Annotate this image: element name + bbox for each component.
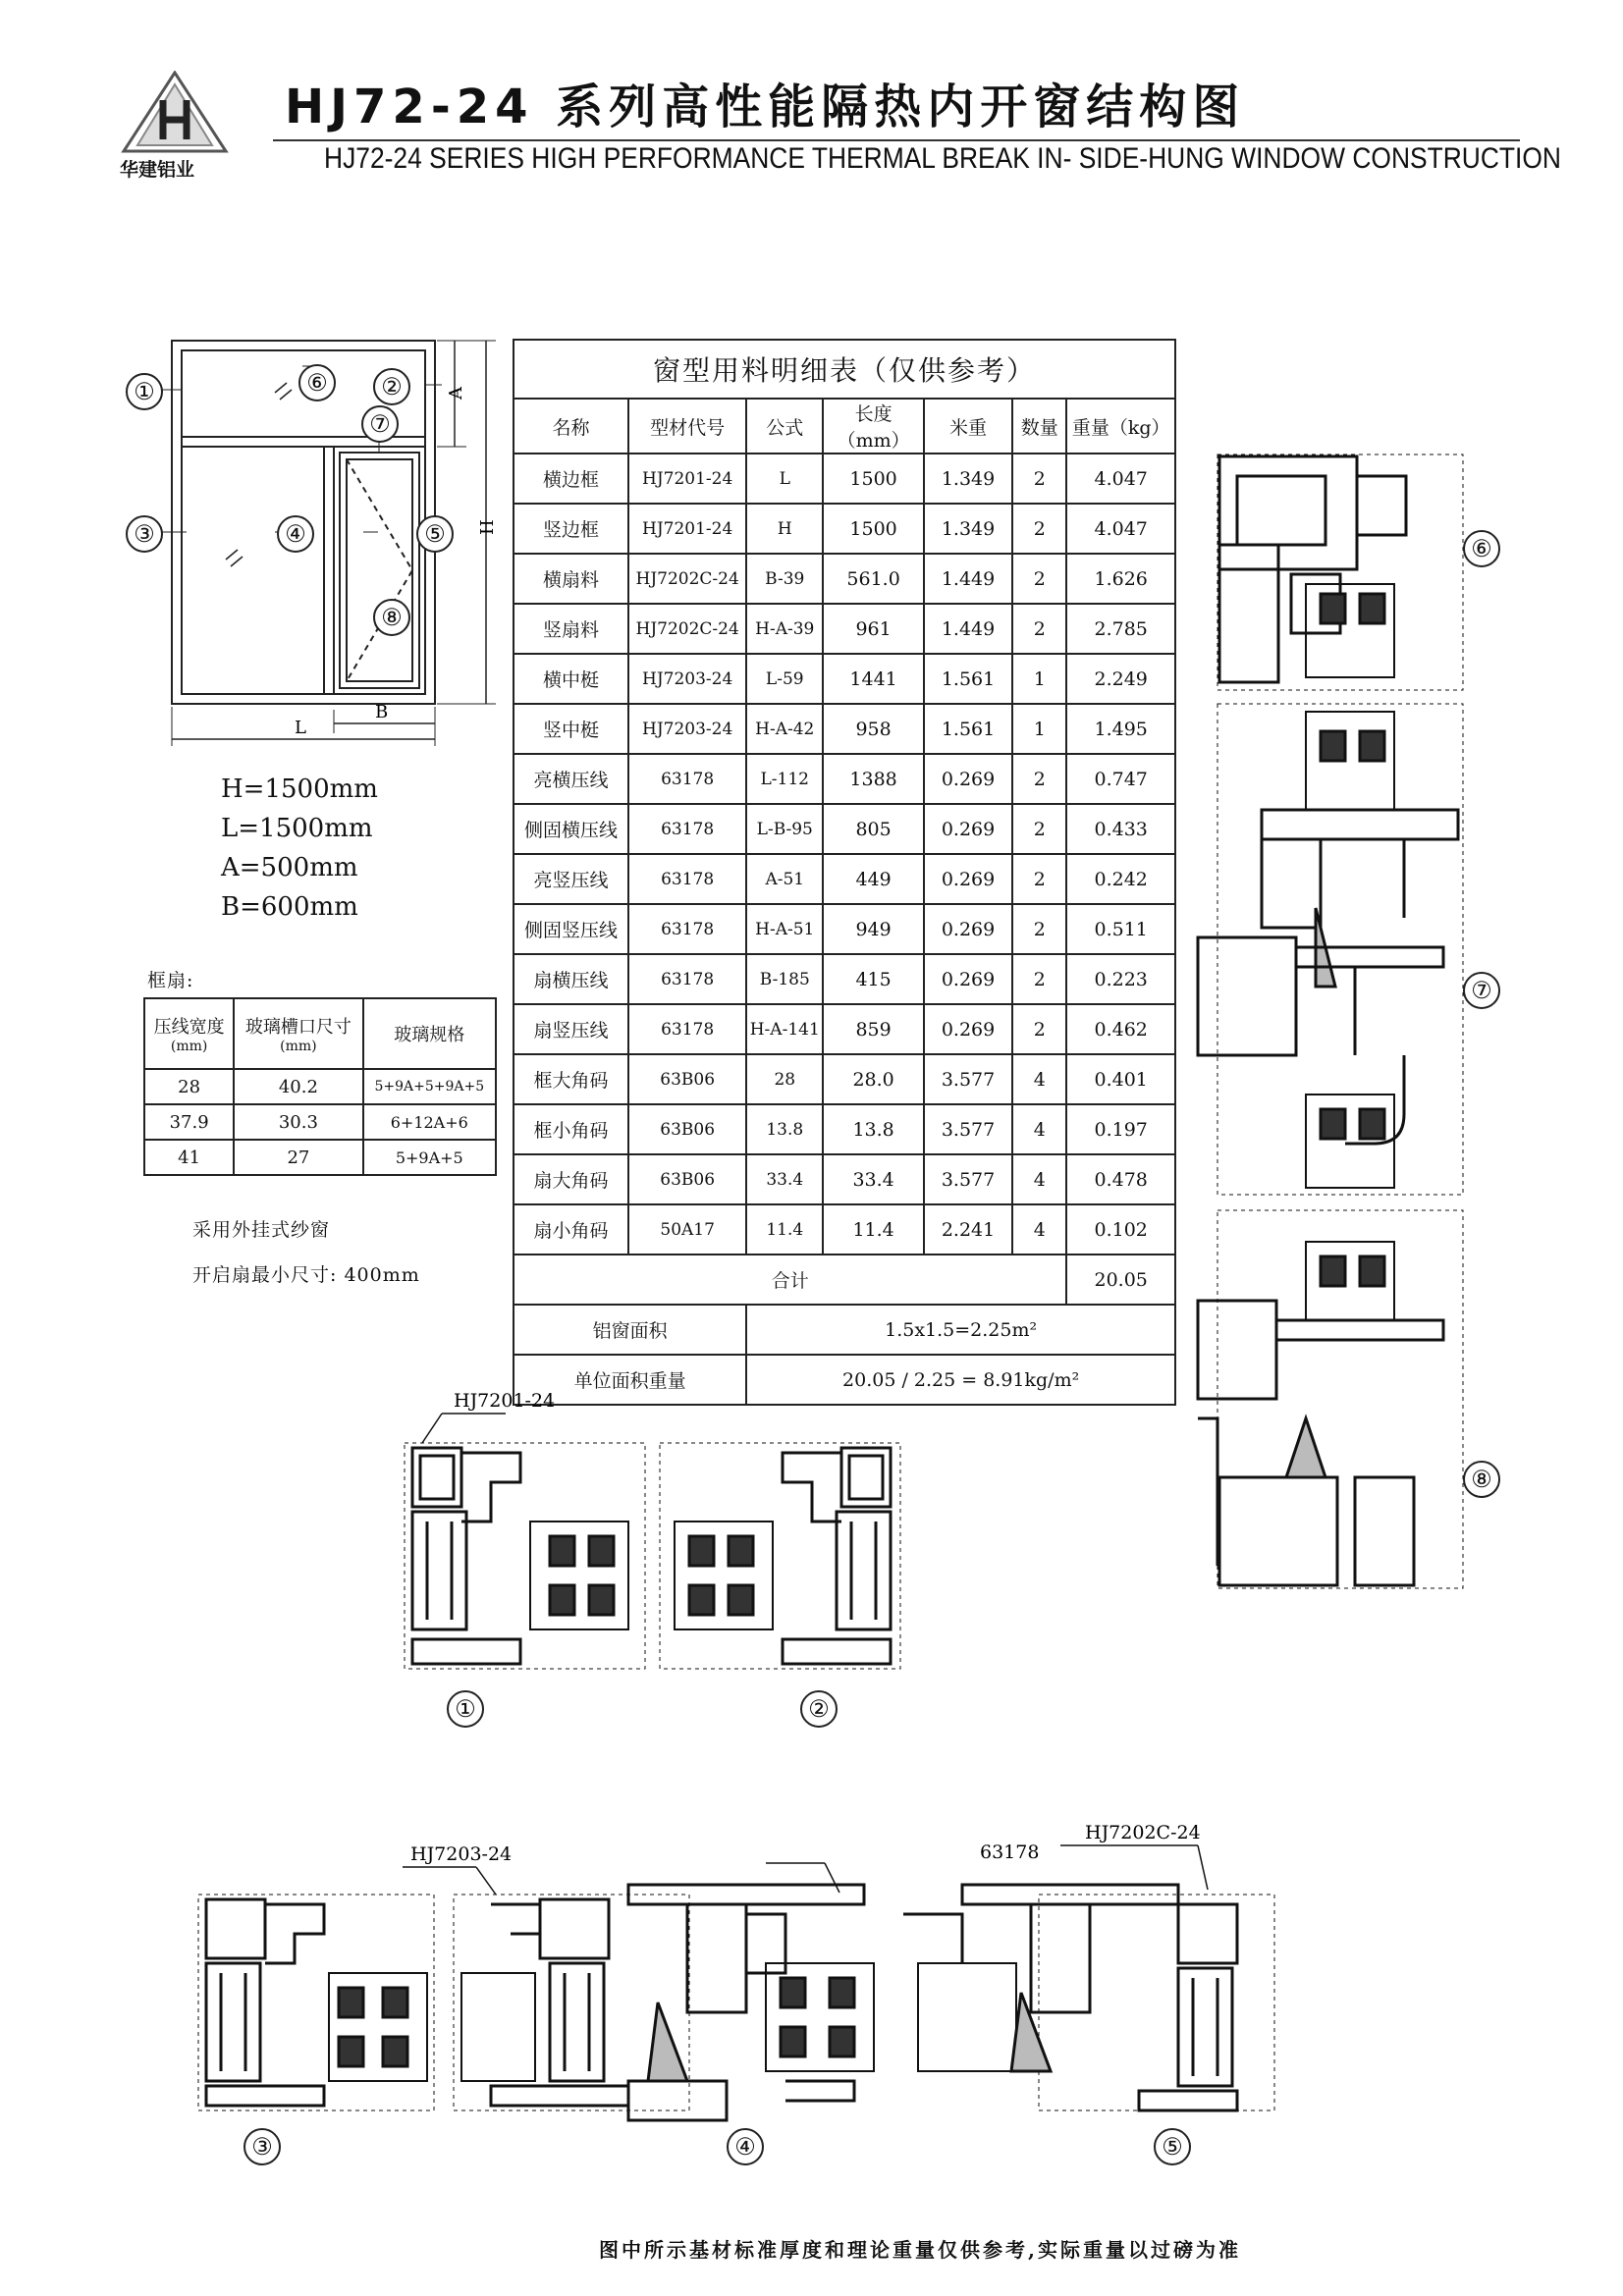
bom-cell: 0.269 [924, 1004, 1012, 1054]
bom-area-row [514, 1305, 1175, 1355]
callout-4: ④ [277, 515, 314, 553]
bom-cell: 2 [1012, 454, 1066, 504]
bom-cell: 63178 [628, 854, 746, 904]
bom-header-cell: 名称 [514, 399, 628, 454]
bom-cell: 3.577 [924, 1154, 1012, 1204]
bom-cell: 1.449 [924, 554, 1012, 604]
callout-3: ③ [126, 515, 163, 553]
bom-cell: 0.433 [1066, 804, 1175, 854]
bom-cell: 0.223 [1066, 954, 1175, 1004]
bom-cell: H-A-51 [746, 904, 823, 954]
dimension-list [221, 770, 378, 927]
bom-header-row [514, 399, 1175, 454]
glass-header-cell: 玻璃槽口尺寸 (mm) [234, 998, 362, 1069]
footer-note: 图中所示基材标准厚度和理论重量仅供参考,实际重量以过磅为准 [599, 2238, 1241, 2262]
bom-cell: H-A-39 [746, 604, 823, 654]
bom-cell: 扇横压线 [514, 954, 628, 1004]
bom-cell: 竖中梃 [514, 704, 628, 754]
bom-cell: H-A-141 [746, 1004, 823, 1054]
table-row [514, 454, 1175, 504]
bom-cell: 2 [1012, 754, 1066, 804]
glass-table-caption: 框扇: [147, 970, 194, 991]
callout-6: ⑥ [298, 364, 336, 401]
bom-cell: 28.0 [823, 1054, 924, 1104]
table-row [514, 754, 1175, 804]
section-label-hj7201: HJ7201-24 [454, 1390, 556, 1412]
bom-cell: 0.242 [1066, 854, 1175, 904]
bom-cell: 1500 [823, 454, 924, 504]
bom-cell: 2 [1012, 854, 1066, 904]
bom-unit-weight-label: 单位面积重量 [514, 1355, 746, 1405]
company-logo [116, 71, 234, 159]
bom-cell: 4 [1012, 1104, 1066, 1154]
bom-cell: H [746, 504, 823, 554]
bom-header-cell: 型材代号 [628, 399, 746, 454]
bom-cell: 1388 [823, 754, 924, 804]
bom-cell: 13.8 [746, 1104, 823, 1154]
section-callout-5: ⑤ [1154, 2128, 1191, 2165]
table-row [514, 1104, 1175, 1154]
bom-cell: 1.349 [924, 454, 1012, 504]
section-label-hj7202c: HJ7202C-24 [1085, 1822, 1201, 1843]
bom-header-cell: 数量 [1012, 399, 1066, 454]
bom-cell: HJ7202C-24 [628, 554, 746, 604]
bom-total-label: 合计 [514, 1255, 1066, 1305]
callout-8: ⑧ [373, 599, 410, 636]
dim-label-h: H [477, 519, 498, 535]
bom-cell: 859 [823, 1004, 924, 1054]
table-row [514, 804, 1175, 854]
bom-cell: 横中梃 [514, 654, 628, 704]
bom-cell: 958 [823, 704, 924, 754]
bom-cell: 框小角码 [514, 1104, 628, 1154]
bom-cell: L [746, 454, 823, 504]
bom-cell: 11.4 [823, 1204, 924, 1255]
bom-cell: 亮竖压线 [514, 854, 628, 904]
bom-cell: 63178 [628, 954, 746, 1004]
section-callout-2: ② [800, 1690, 838, 1728]
bom-cell: 0.269 [924, 804, 1012, 854]
bom-cell: 63178 [628, 1004, 746, 1054]
bom-cell: 2 [1012, 504, 1066, 554]
table-row [514, 854, 1175, 904]
bom-cell: 1.561 [924, 704, 1012, 754]
bom-cell: 扇大角码 [514, 1154, 628, 1204]
bom-cell: 2 [1012, 1004, 1066, 1054]
bom-cell: H-A-42 [746, 704, 823, 754]
bom-cell: 2 [1012, 554, 1066, 604]
bom-unit-weight-value: 20.05 / 2.25 = 8.91kg/m² [746, 1355, 1175, 1405]
table-row [514, 1004, 1175, 1054]
table-row: 28 40.2 5+9A+5+9A+5 [144, 1069, 496, 1104]
bom-cell: 竖扇料 [514, 604, 628, 654]
bom-cell: 2 [1012, 604, 1066, 654]
bom-cell: 4 [1012, 1154, 1066, 1204]
bom-cell: 63B06 [628, 1154, 746, 1204]
table-row [514, 654, 1175, 704]
callout-5: ⑤ [416, 515, 454, 553]
bom-header-cell: 米重 [924, 399, 1012, 454]
section-drawing-1-2 [403, 1374, 913, 1698]
bom-cell: 2.249 [1066, 654, 1175, 704]
bom-cell: 侧固竖压线 [514, 904, 628, 954]
bom-cell: HJ7202C-24 [628, 604, 746, 654]
bom-header-cell: 长度（mm） [823, 399, 924, 454]
bom-cell: 561.0 [823, 554, 924, 604]
section-callout-3: ③ [243, 2128, 281, 2165]
vertical-callout-8: ⑧ [1463, 1461, 1500, 1498]
bom-cell: 1.449 [924, 604, 1012, 654]
bom-cell: 扇竖压线 [514, 1004, 628, 1054]
bom-cell: 4 [1012, 1054, 1066, 1104]
bom-cell: 11.4 [746, 1204, 823, 1255]
bom-cell: HJ7201-24 [628, 504, 746, 554]
bom-cell: 横边框 [514, 454, 628, 504]
glass-header-cell: 玻璃规格 [363, 998, 496, 1069]
bom-cell: 63B06 [628, 1054, 746, 1104]
bom-cell: 1 [1012, 654, 1066, 704]
brand-name: 华建铝业 [120, 159, 195, 181]
bom-cell: 949 [823, 904, 924, 954]
bom-cell: HJ7203-24 [628, 654, 746, 704]
bom-cell: 扇小角码 [514, 1204, 628, 1255]
bom-cell: 33.4 [746, 1154, 823, 1204]
dim-label-a: A [446, 387, 466, 400]
callout-1: ① [126, 373, 163, 410]
callout-2: ② [373, 368, 410, 405]
bom-cell: 50A17 [628, 1204, 746, 1255]
glass-header-cell: 压线宽度 (mm) [144, 998, 234, 1069]
bom-cell: 0.269 [924, 904, 1012, 954]
bom-cell: B-39 [746, 554, 823, 604]
bom-cell: 63178 [628, 754, 746, 804]
section-callout-4: ④ [727, 2128, 764, 2165]
table-row [514, 1054, 1175, 1104]
bom-cell: L-B-95 [746, 804, 823, 854]
bom-cell: 961 [823, 604, 924, 654]
bom-cell: 框大角码 [514, 1054, 628, 1104]
min-sash-note: 开启扇最小尺寸: 400mm [192, 1264, 420, 1286]
bom-cell: 3.577 [924, 1104, 1012, 1154]
page-title: HJ72-24 系列高性能隔热内开窗结构图 [285, 80, 1246, 134]
bom-cell: 1.561 [924, 654, 1012, 704]
bom-cell: 415 [823, 954, 924, 1004]
bom-area-value: 1.5x1.5=2.25m² [746, 1305, 1175, 1355]
bom-cell: L-112 [746, 754, 823, 804]
bom-cell: 28 [746, 1054, 823, 1104]
bom-header-cell: 公式 [746, 399, 823, 454]
bom-total-value: 20.05 [1066, 1255, 1175, 1305]
bom-cell: 3.577 [924, 1054, 1012, 1104]
bom-cell: 1500 [823, 504, 924, 554]
table-row: 41 27 5+9A+5 [144, 1140, 496, 1175]
bom-cell: 63178 [628, 904, 746, 954]
table-row [514, 704, 1175, 754]
dimension-b: B=600mm [221, 892, 358, 922]
bom-cell: A-51 [746, 854, 823, 904]
bom-cell: L-59 [746, 654, 823, 704]
bom-cell: 1.349 [924, 504, 1012, 554]
bom-cell: 0.462 [1066, 1004, 1175, 1054]
bill-of-materials-table [513, 339, 1176, 1406]
bom-cell: 2 [1012, 804, 1066, 854]
page-subtitle: HJ72-24 SERIES HIGH PERFORMANCE THERMAL BREAK IN- SIDE-HUNG WINDOW CONSTRUCTION [324, 142, 1561, 175]
bom-cell: 2 [1012, 904, 1066, 954]
table-row [514, 554, 1175, 604]
bom-total-row [514, 1255, 1175, 1305]
bom-cell: 0.102 [1066, 1204, 1175, 1255]
table-row [514, 954, 1175, 1004]
dimension-a: A=500mm [221, 853, 358, 882]
dimension-l: L=1500mm [221, 814, 373, 843]
dim-label-b: B [375, 702, 389, 722]
bom-cell: 4.047 [1066, 504, 1175, 554]
bom-cell: HJ7203-24 [628, 704, 746, 754]
bom-cell: 1.495 [1066, 704, 1175, 754]
glass-spec-table [143, 997, 497, 1176]
bom-area-label: 铝窗面积 [514, 1305, 746, 1355]
bom-cell: 4 [1012, 1204, 1066, 1255]
dimension-h: H=1500mm [221, 774, 378, 804]
bom-cell: 63178 [628, 804, 746, 854]
bom-cell: 0.401 [1066, 1054, 1175, 1104]
bom-cell: 1 [1012, 704, 1066, 754]
vertical-section-drawing [1178, 447, 1473, 1600]
bom-cell: 2 [1012, 954, 1066, 1004]
table-row: 37.9 30.3 6+12A+6 [144, 1104, 496, 1140]
bom-cell: 449 [823, 854, 924, 904]
bom-caption: 窗型用料明细表（仅供参考） [514, 340, 1175, 399]
bom-cell: 2.785 [1066, 604, 1175, 654]
bom-cell: 0.269 [924, 954, 1012, 1004]
bom-cell: 0.747 [1066, 754, 1175, 804]
title-divider [273, 139, 1520, 141]
vertical-callout-7: ⑦ [1463, 972, 1500, 1009]
bom-cell: B-185 [746, 954, 823, 1004]
callout-7: ⑦ [361, 405, 399, 443]
bom-cell: 805 [823, 804, 924, 854]
section-drawing-3-4-5 [196, 1806, 1355, 2130]
bom-cell: HJ7201-24 [628, 454, 746, 504]
bom-caption-row [514, 340, 1175, 399]
screen-note: 采用外挂式纱窗 [192, 1219, 331, 1241]
bom-cell: 0.269 [924, 854, 1012, 904]
table-row [514, 904, 1175, 954]
bom-cell: 0.197 [1066, 1104, 1175, 1154]
bom-cell: 横扇料 [514, 554, 628, 604]
bom-cell: 1441 [823, 654, 924, 704]
section-label-63178: 63178 [980, 1842, 1040, 1863]
bom-cell: 2.241 [924, 1204, 1012, 1255]
bom-header-cell: 重量（kg） [1066, 399, 1175, 454]
dim-label-l: L [295, 718, 306, 738]
bom-cell: 侧固横压线 [514, 804, 628, 854]
bom-cell: 0.269 [924, 754, 1012, 804]
section-label-hj7203: HJ7203-24 [410, 1843, 513, 1865]
bom-cell: 4.047 [1066, 454, 1175, 504]
bom-cell: 亮横压线 [514, 754, 628, 804]
bom-cell: 0.478 [1066, 1154, 1175, 1204]
table-row [514, 1204, 1175, 1255]
bom-cell: 13.8 [823, 1104, 924, 1154]
bom-cell: 0.511 [1066, 904, 1175, 954]
table-row [514, 604, 1175, 654]
section-callout-1: ① [447, 1690, 484, 1728]
table-row [514, 1154, 1175, 1204]
bom-cell: 竖边框 [514, 504, 628, 554]
bom-cell: 63B06 [628, 1104, 746, 1154]
bom-cell: 1.626 [1066, 554, 1175, 604]
table-row [514, 504, 1175, 554]
bom-cell: 33.4 [823, 1154, 924, 1204]
vertical-callout-6: ⑥ [1463, 530, 1500, 567]
